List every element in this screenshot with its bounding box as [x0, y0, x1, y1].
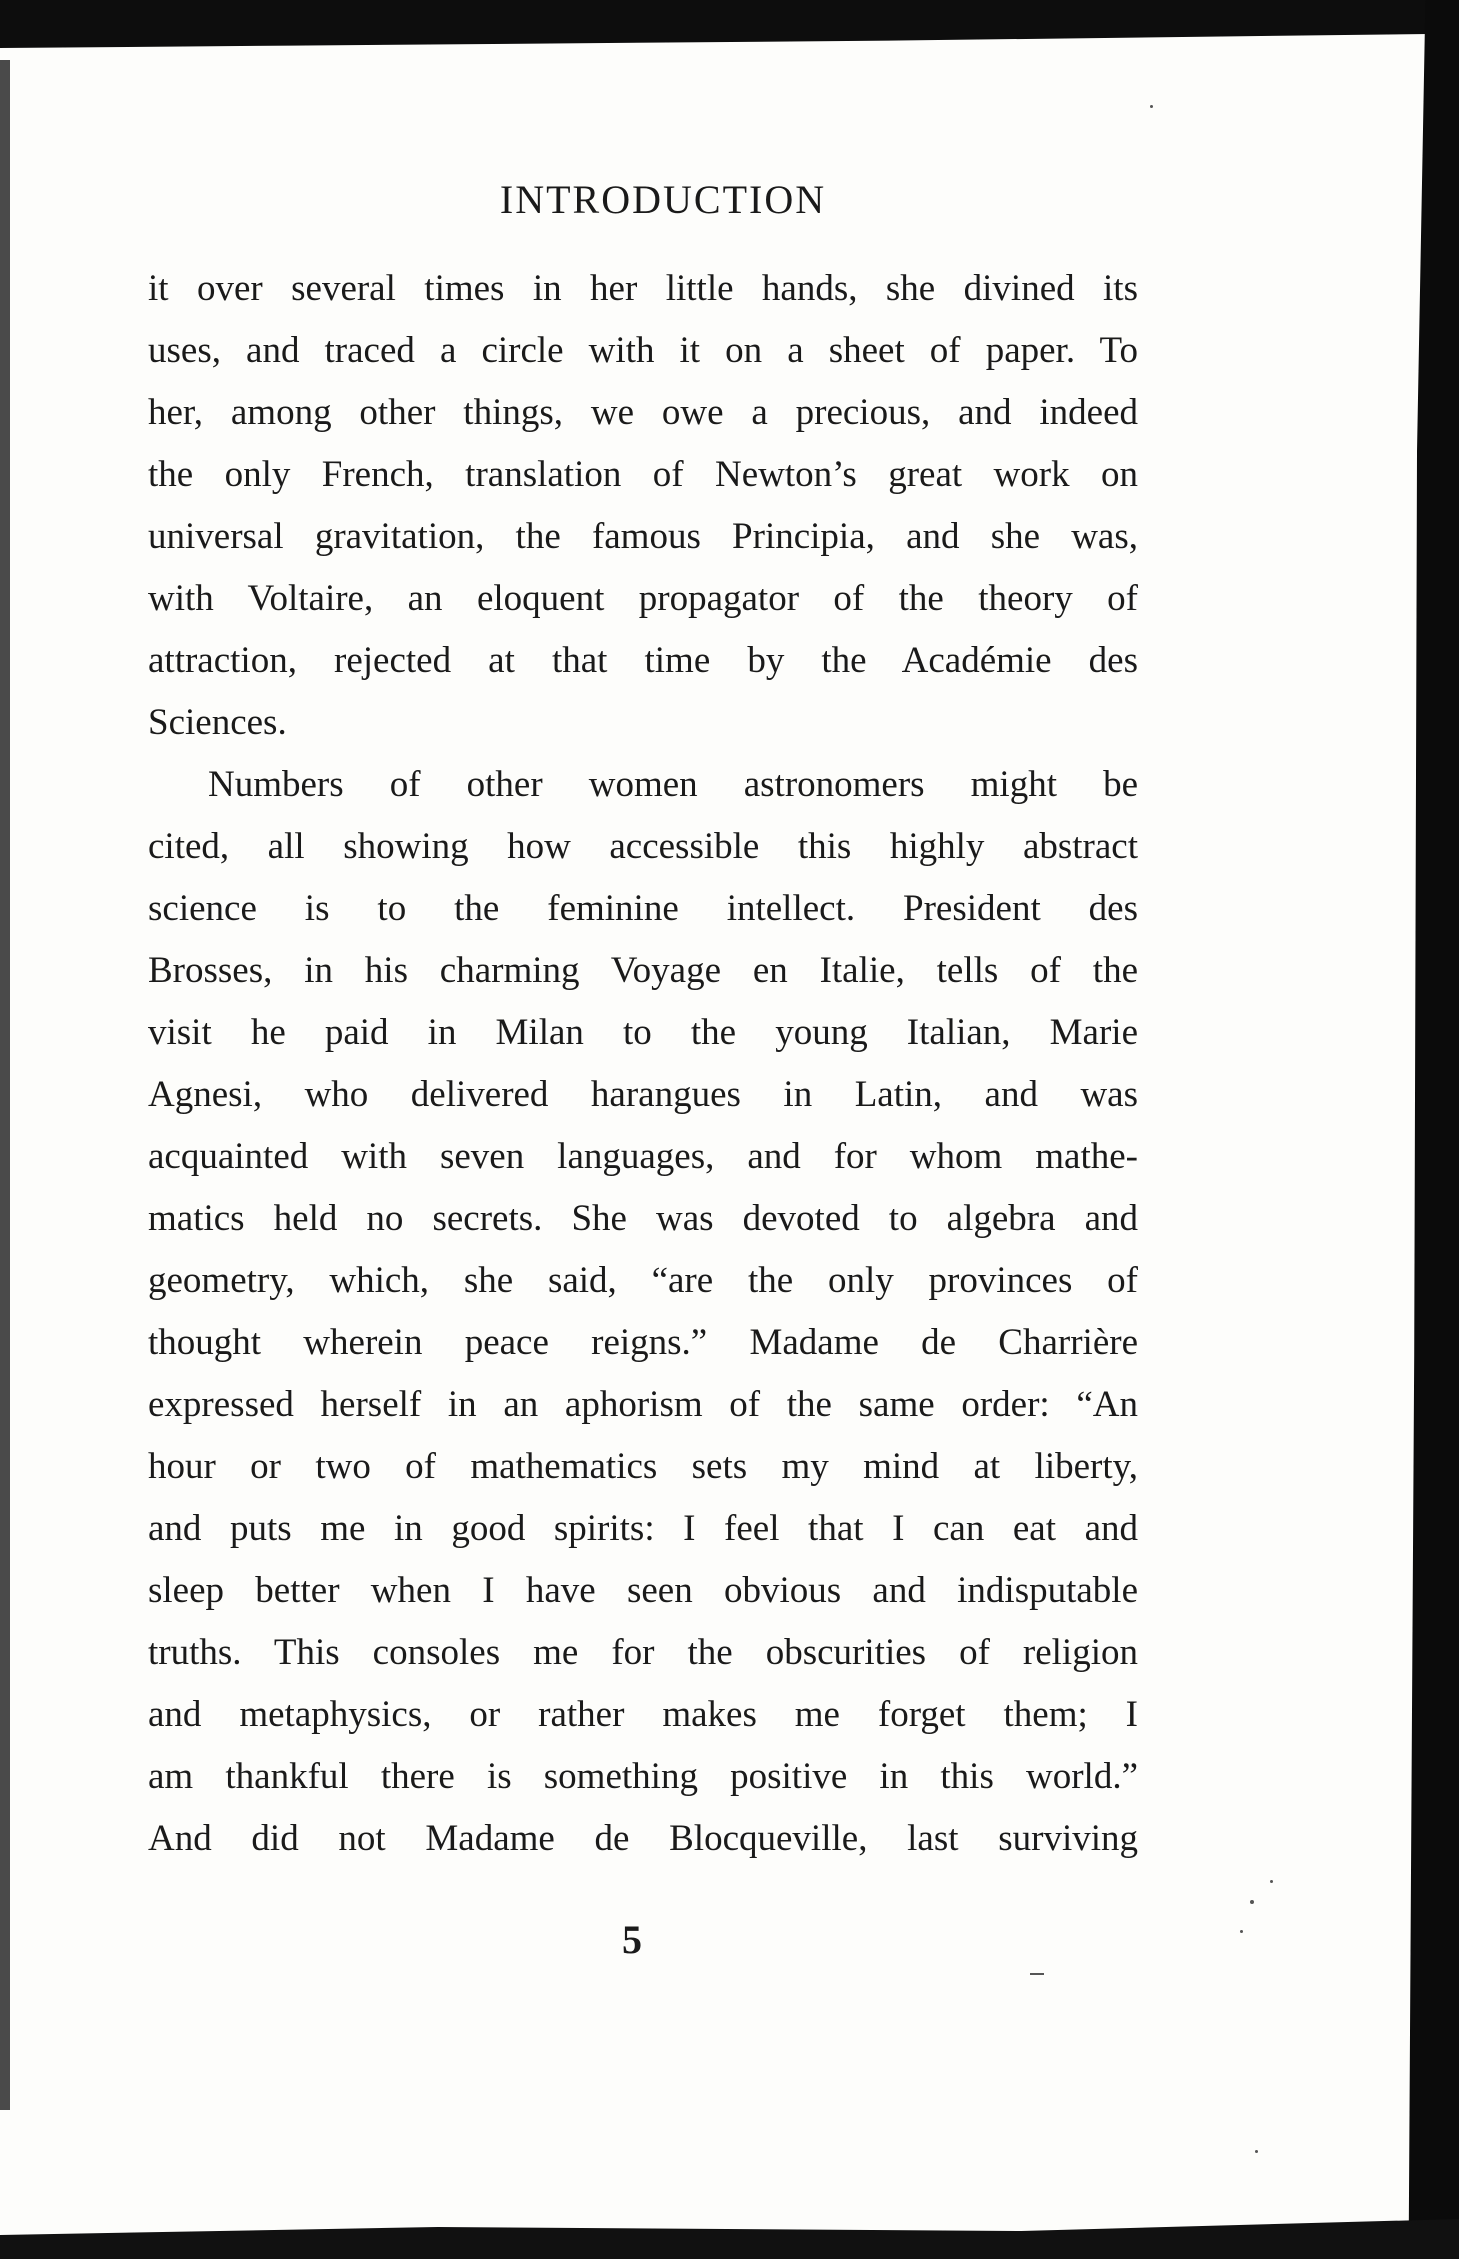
text-line: attraction, rejected at that time by the Académie des	[148, 640, 1138, 681]
text-line: hour or two of mathematics sets my mind at liberty,	[148, 1446, 1138, 1487]
text-line: acquainted with seven languages, and for whom mathe-	[148, 1136, 1138, 1177]
text-line: it over several times in her little hands, she divined its	[148, 268, 1138, 309]
scan-speck	[1255, 2150, 1258, 2153]
scan-border-top	[0, 0, 1459, 48]
text-line: am thankful there is something positive in this world.”	[148, 1756, 1138, 1797]
scan-border-bottom	[0, 2219, 1459, 2259]
text-line: her, among other things, we owe a precious, and indeed	[148, 392, 1138, 433]
text-line: and puts me in good spirits: I feel that I can eat and	[148, 1508, 1138, 1549]
text-line: Sciences.	[148, 702, 287, 743]
text-line: truths. This consoles me for the obscurities of religion	[148, 1632, 1138, 1673]
text-line: And did not Madame de Blocqueville, last surviving	[148, 1818, 1138, 1859]
text-line: Brosses, in his charming Voyage en Italie, tells of the	[148, 950, 1138, 991]
text-line: the only French, translation of Newton’s great work on	[148, 454, 1138, 495]
scan-speck	[1030, 1973, 1044, 1975]
scan-speck	[1240, 1930, 1243, 1933]
text-line: Agnesi, who delivered harangues in Latin, and was	[148, 1074, 1138, 1115]
text-line: thought wherein peace reigns.” Madame de Charrière	[148, 1322, 1138, 1363]
text-line: visit he paid in Milan to the young Italian, Marie	[148, 1012, 1138, 1053]
paragraph-2	[148, 754, 1138, 1870]
text-line: cited, all showing how accessible this highly abstract	[148, 826, 1138, 867]
scan-border-right	[1403, 0, 1459, 2259]
scan-speck	[1270, 1880, 1273, 1883]
text-line: uses, and traced a circle with it on a sheet of paper. To	[148, 330, 1138, 371]
text-line: with Voltaire, an eloquent propagator of the theory of	[148, 578, 1138, 619]
text-line: geometry, which, she said, “are the only provinces of	[148, 1260, 1138, 1301]
text-line: Numbers of other women astronomers might be	[208, 764, 1138, 805]
scan-speck	[1150, 105, 1153, 108]
scan-border-left	[0, 60, 10, 2110]
running-head: INTRODUCTION	[499, 177, 827, 222]
text-line: and metaphysics, or rather makes me forget them; I	[148, 1694, 1138, 1735]
page-number: 5	[622, 1917, 642, 1962]
scan-speck	[1250, 1900, 1254, 1904]
text-line: science is to the feminine intellect. President des	[148, 888, 1138, 929]
text-line: sleep better when I have seen obvious and indisputable	[148, 1570, 1138, 1611]
text-line: expressed herself in an aphorism of the same order: “An	[148, 1384, 1138, 1425]
page-content	[148, 177, 1138, 1870]
text-line: universal gravitation, the famous Principia, and she was,	[148, 516, 1138, 557]
text-line: matics held no secrets. She was devoted to algebra and	[148, 1198, 1138, 1239]
paragraph-1	[148, 258, 1138, 754]
